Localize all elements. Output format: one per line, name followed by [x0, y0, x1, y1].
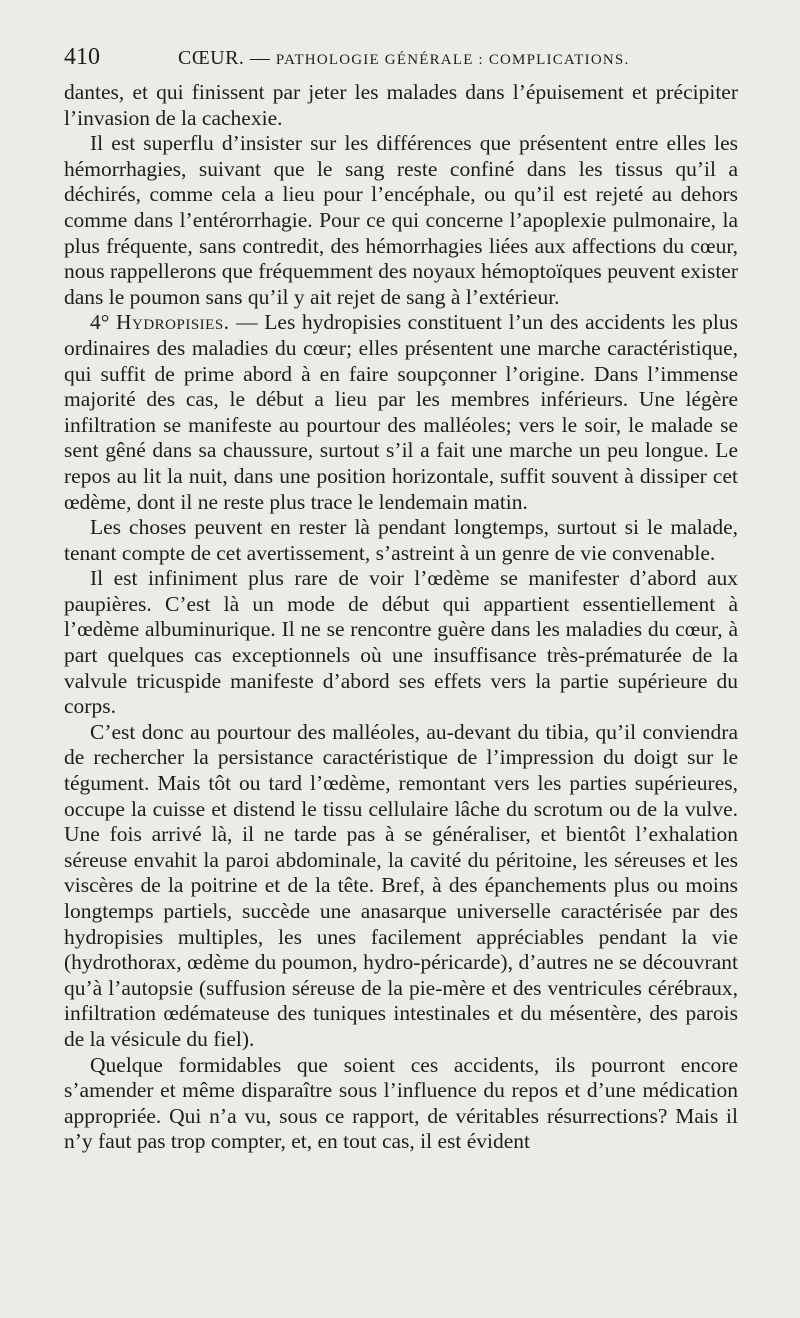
running-header — [64, 44, 738, 80]
header-title: CŒUR. — [178, 47, 245, 69]
paragraph-1: dantes, et qui finissent par jeter les malades dans l’épuisement et précipiter l’invasion de la cachexie. — [64, 80, 738, 130]
body-text — [64, 80, 738, 1155]
running-title — [178, 47, 629, 70]
paragraph-7: Quelque formidables que soient ces accidents, ils pourront encore s’amender et même disparaître sous l’influence du repos et d’une médication appropriée. Qui n’a vu, sous ce rapport, de véritables résurrections? Mais il n’y faut pas trop compter, et, en tout cas, il est évident — [64, 1052, 738, 1154]
paragraph-3 — [64, 310, 738, 515]
header-subtitle: PATHOLOGIE GÉNÉRALE : COMPLICATIONS. — [275, 52, 630, 68]
section-text: Les hydropisies constituent l’un des accidents les plus ordinaires des maladies du cœur; elles présentent une marche caractéristique, qui suffit de prime abord à en faire soupçonner l’origine. Dans l’immense majorité des cas, le début a lieu par les membres inférieurs. Une légère infiltration se manifeste au pourtour des malléoles; vers le soir, le malade se sent gêné dans sa chaussure, surtout s’il a fait une marche un peu longue. Le repos au lit la nuit, dans une position horizontale, suffit souvent à dissiper cet œdème, dont il ne reste plus trace le lendemain matin. — [64, 310, 739, 514]
page-number: 410 — [64, 44, 100, 70]
paragraph-6: C’est donc au pourtour des malléoles, au-devant du tibia, qu’il conviendra de rechercher la persistance caractéristique de l’impression du doigt sur le tégument. Mais tôt ou tard l’œdème, remontant vers les parties supérieures, occupe la cuisse et distend le tissu cellulaire lâche du scrotum ou de la vulve. Une fois arrivé là, il ne tarde pas à se généraliser, et bientôt l’exhalation séreuse envahit la paroi abdominale, la cavité du péritoine, les séreuses et les viscères de la poitrine et de la tête. Bref, à des épanchements plus ou moins longtemps partiels, succède une anasarque universelle caractérisée par des hydropisies multiples, les unes facilement appréciables pendant la vie (hydrothorax, œdème du poumon, hydro-péricarde), d’autres ne se découvrant qu’à l’autopsie (suffusion séreuse de la pie-mère et des ventricules cérébraux, infiltration œdémateuse des tuniques intestinales et du mésentère, des parois de la vésicule du fiel). — [64, 719, 738, 1051]
paragraph-4: Les choses peuvent en rester là pendant longtemps, surtout si le malade, tenant compte de cet avertissement, s’astreint à un genre de vie convenable. — [64, 515, 738, 565]
paragraph-2: Il est superflu d’insister sur les différences que présentent entre elles les hémorrhagies, suivant que le sang reste confiné dans les tissus qu’il a déchirés, comme cela a lieu pour l’encéphale, ou qu’il est rejeté au dehors comme dans l’entérorrhagie. Pour ce qui concerne l’apoplexie pulmonaire, la plus fréquente, sans contredit, des hémorrhagies liées aux affections du cœur, nous rappellerons que fréquemment des noyaux hémoptoïques peuvent exister dans le poumon sans qu’il y ait rejet de sang à l’extérieur. — [64, 131, 738, 309]
section-heading: Hydropisies. — [115, 310, 230, 335]
header-dash: — — [249, 47, 271, 69]
paragraph-5: Il est infiniment plus rare de voir l’œdème se manifester d’abord aux paupières. C’est là un mode de début qui appartient essentiellement à l’œdème albuminurique. Il ne se rencontre guère dans les maladies du cœur, à part quelques cas exceptionnels où une insuffisance très-prématurée de la valvule tricuspide manifeste d’abord ses effets vers la partie supérieure du corps. — [64, 566, 738, 719]
section-number: 4° — [90, 310, 110, 335]
section-dash: — — [236, 310, 258, 335]
